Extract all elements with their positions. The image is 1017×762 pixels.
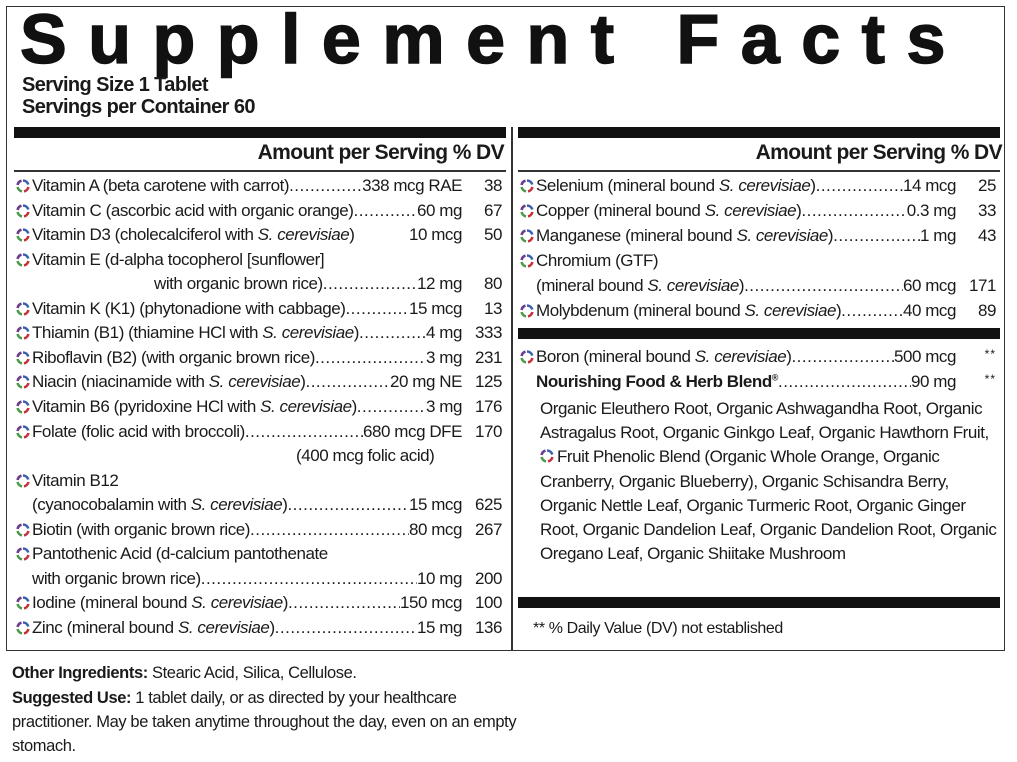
nutrient-name-part: )	[282, 495, 288, 515]
nutrient-name-part: S. cerevisiae	[744, 301, 836, 320]
amount: 1 mg	[920, 226, 956, 245]
nutrient-name-part: )	[349, 225, 355, 245]
nutrient-name-part: S. cerevisiae	[191, 593, 283, 613]
nutrient-name-part: )	[796, 201, 802, 220]
nutrient-name-part: ®	[771, 371, 778, 382]
dot-leader	[791, 347, 893, 367]
nutrient-name-part: S. cerevisiae	[718, 176, 811, 195]
dot-leader	[275, 618, 417, 638]
column-divider	[511, 127, 513, 650]
dot-leader	[323, 274, 417, 294]
daily-value-footnote: ** % Daily Value (DV) not established	[533, 620, 783, 637]
suggested-use-text: 1 tablet daily, or as directed by your healthcare practitioner. May be taken anytime throughout the day, even on an empty stomach.	[12, 689, 517, 755]
nutrient-row	[520, 174, 996, 198]
dot-leader	[778, 372, 911, 392]
nutrient-bullet-icon	[16, 179, 30, 193]
nutrient-bullet-icon	[520, 304, 534, 318]
nutrient-name-part: (cyanocobalamin with	[32, 495, 191, 515]
nutrient-row	[16, 493, 502, 517]
amount: 15 mg	[417, 617, 462, 637]
daily-value: **	[984, 371, 996, 386]
nutrient-name	[32, 176, 289, 196]
nutrient-name-part: Molybdenum (mineral bound	[536, 301, 745, 320]
nutrient-bullet-icon	[16, 326, 30, 340]
left-column-header: Amount per Serving % DV	[257, 141, 504, 164]
divider-line	[518, 170, 1000, 172]
amount: 80 mcg	[408, 519, 462, 539]
amount: 0.3 mg	[906, 201, 956, 220]
nutrient-row	[16, 174, 502, 198]
nutrient-name-part: S. cerevisiae	[694, 347, 787, 366]
nutrient-name-part: Vitamin B6 (pyridoxine HCl with	[32, 396, 261, 416]
nutrient-row	[16, 567, 502, 591]
nutrient-name	[32, 323, 359, 343]
nutrient-name	[154, 274, 323, 294]
dot-leader	[250, 520, 409, 540]
nutrient-name	[32, 225, 354, 245]
blend-text: Fruit Phenolic Blend (Organic Whole Orange, Organic Cranberry, Organic Blueberry), Organic Schisandra Berry, Organic Nettle Leaf, Organic Turmeric Root, Organic Ginger Root, Organic Dandelion Leaf, Organic Dandelion Root, Organic Oregano Leaf, Organic Shiitake Mushroom	[540, 447, 997, 564]
nutrient-bullet-icon	[16, 253, 30, 267]
dot-leader	[833, 226, 920, 246]
amount: 3 mg	[426, 347, 462, 367]
nutrient-bullet-icon	[520, 350, 534, 364]
nutrient-name-part: Thiamin (B1) (thiamine HCl with	[32, 323, 263, 343]
divider-bar	[518, 597, 1000, 608]
dot-leader	[288, 593, 400, 613]
nutrient-name-part: Vitamin K (K1) (phytonadione with cabbage)	[32, 298, 346, 318]
nutrient-row	[16, 444, 502, 468]
amount: 500 mcg	[893, 347, 956, 366]
nutrient-bullet-icon	[16, 425, 30, 439]
nutrient-name-part: Manganese (mineral bound	[536, 226, 737, 245]
nutrient-row	[16, 321, 502, 345]
dot-leader	[359, 323, 426, 343]
nutrient-bullet-icon	[16, 474, 30, 488]
nutrient-name-part: S. cerevisiae	[260, 396, 352, 416]
nutrient-name-part: S. cerevisiae	[177, 617, 270, 637]
nutrient-bullet-icon	[16, 351, 30, 365]
nutrient-name	[32, 520, 250, 540]
nutrient-name-part: Pantothenic Acid (d-calcium pantothenate	[32, 544, 328, 564]
nutrient-row	[16, 591, 502, 615]
nutrient-name	[536, 301, 841, 321]
nutrient-name-part: )	[300, 372, 306, 392]
daily-value: 80	[483, 274, 502, 294]
nutrient-name-part: S. cerevisiae	[736, 226, 828, 245]
nutrient-name-part: )	[810, 176, 816, 195]
dot-leader	[287, 495, 409, 515]
nutrient-bullet-icon	[16, 621, 30, 635]
nutrient-row	[16, 248, 502, 272]
amount: 12 mg	[417, 274, 462, 294]
amount: 15 mcg	[408, 495, 462, 515]
nutrient-name-part: Chromium (GTF)	[536, 251, 659, 270]
daily-value: **	[984, 347, 996, 361]
nutrient-row	[520, 345, 996, 369]
divider-line	[14, 170, 506, 172]
nutrient-row	[16, 469, 502, 493]
nutrient-bullet-icon	[520, 204, 534, 218]
blend-text: Organic Eleuthero Root, Organic Ashwagandha Root, Organic Astragalus Root, Organic Ginkgo Leaf, Organic Hawthorn Fruit,	[540, 399, 989, 443]
nutrient-name-part: Vitamin D3 (cholecalciferol with	[32, 225, 258, 245]
nutrient-row	[16, 297, 502, 321]
dot-leader	[801, 201, 906, 221]
daily-value: 170	[474, 421, 502, 441]
amount: 4 mg	[426, 323, 462, 343]
nutrient-name-part: (400 mcg folic acid)	[296, 446, 435, 466]
nutrient-name-part: )	[827, 226, 834, 245]
nutrient-name	[296, 446, 434, 466]
nutrient-name	[32, 593, 288, 613]
nutrient-name	[32, 544, 328, 564]
nutrient-name	[32, 299, 345, 319]
dot-leader	[289, 176, 362, 196]
serving-size: Serving Size 1 Tablet	[22, 74, 208, 96]
nutrient-name-part: Vitamin E (d-alpha tocopherol [sunflower]	[32, 249, 325, 269]
nutrient-name	[32, 397, 357, 417]
other-ingredients	[12, 661, 532, 685]
amount: 10 mcg	[408, 225, 462, 245]
nutrient-name-part: S. cerevisiae	[257, 225, 350, 245]
amount: 20 mg NE	[390, 372, 462, 392]
nutrient-bullet-icon	[16, 596, 30, 610]
nutrient-name-part: Vitamin C (ascorbic acid with organic orange)	[32, 200, 354, 220]
amount: 3 mg	[426, 396, 462, 416]
daily-value: 50	[483, 225, 502, 245]
suggested-use	[12, 686, 532, 758]
nutrient-bullet-icon	[520, 229, 534, 243]
nutrient-name-part: Nourishing Food & Herb Blend	[536, 371, 772, 391]
dot-leader	[315, 348, 426, 368]
amount: 14 mcg	[902, 176, 956, 195]
daily-value: 231	[474, 347, 502, 367]
daily-value: 200	[474, 568, 502, 588]
dot-leader	[353, 201, 417, 221]
nutrient-name-part: S. cerevisiae	[704, 201, 797, 220]
nutrient-bullet-icon	[540, 449, 554, 463]
amount: 40 mcg	[902, 301, 956, 320]
nutrient-name-part: Vitamin A (beta carotene with carrot)	[32, 176, 290, 195]
nutrient-name-part: Iodine (mineral bound	[32, 593, 192, 613]
daily-value: 43	[977, 226, 996, 245]
dot-leader	[245, 422, 363, 442]
nutrient-name-part: )	[835, 301, 842, 320]
daily-value: 33	[977, 201, 996, 220]
nutrient-row	[16, 420, 502, 444]
nutrient-bullet-icon	[16, 228, 30, 242]
nutrient-name	[32, 372, 305, 392]
nutrient-name	[536, 347, 791, 367]
dot-leader	[305, 372, 390, 392]
nutrient-row	[16, 272, 502, 296]
daily-value: 89	[977, 301, 996, 320]
nutrient-name-part: S. cerevisiae	[647, 276, 739, 295]
dot-leader	[841, 301, 903, 321]
divider-bar	[518, 127, 1000, 138]
nutrient-name-part: S. cerevisiae	[208, 372, 301, 392]
nutrient-name-part: Folate (folic acid with broccoli)	[32, 421, 245, 441]
daily-value: 176	[474, 396, 502, 416]
nutrient-row	[520, 224, 996, 248]
nutrient-row	[16, 542, 502, 566]
amount: 680 mcg DFE	[363, 421, 462, 441]
nutrient-bullet-icon	[16, 400, 30, 414]
daily-value: 100	[474, 593, 502, 613]
amount: 150 mcg	[399, 593, 462, 613]
nutrient-bullet-icon	[520, 254, 534, 268]
nutrient-name	[536, 201, 801, 221]
nutrient-name-part: )	[738, 276, 745, 295]
divider-bar	[14, 127, 506, 138]
nutrient-name	[32, 495, 287, 515]
nutrient-row	[16, 518, 502, 542]
nutrient-name-part: )	[269, 617, 275, 637]
other-ingredients-label: Other Ingredients:	[12, 664, 148, 682]
nutrient-name-part: )	[353, 323, 359, 343]
nutrient-name-part: S. cerevisiae	[190, 495, 283, 515]
nutrient-name-part: Vitamin B12	[32, 470, 119, 490]
nutrient-bullet-icon	[520, 179, 534, 193]
nutrient-row	[520, 249, 996, 273]
dot-leader	[201, 569, 417, 589]
nutrient-name	[536, 226, 833, 246]
suggested-use-label: Suggested Use:	[12, 689, 132, 707]
divider-bar	[518, 328, 1000, 339]
nutrient-row	[16, 395, 502, 419]
nutrient-row	[16, 616, 502, 640]
nutrient-bullet-icon	[16, 302, 30, 316]
nutrient-name	[32, 569, 201, 589]
amount: 15 mcg	[408, 298, 462, 318]
nutrient-row	[16, 223, 502, 247]
nutrient-name	[32, 250, 324, 270]
nutrient-row	[520, 274, 996, 298]
nutrient-row	[16, 199, 502, 223]
amount: 60 mg	[417, 200, 462, 220]
nutrient-name-part: Copper (mineral bound	[536, 201, 705, 220]
daily-value: 136	[474, 617, 502, 637]
amount: 90 mg	[911, 371, 956, 391]
dot-leader	[357, 397, 426, 417]
amount: 60 mcg	[902, 276, 956, 295]
nutrient-name-part: Riboflavin (B2) (with organic brown rice)	[32, 347, 315, 367]
nutrient-row	[16, 346, 502, 370]
right-column-header: Amount per Serving % DV	[755, 141, 1002, 164]
nutrient-row	[520, 370, 996, 394]
nutrient-name-part: with organic brown rice)	[32, 568, 201, 588]
other-ingredients-text: Stearic Acid, Silica, Cellulose.	[147, 664, 357, 682]
nutrient-row	[16, 370, 502, 394]
nutrient-name	[536, 276, 744, 296]
amount: 10 mg	[417, 568, 462, 588]
dot-leader	[816, 176, 903, 196]
nutrient-bullet-icon	[16, 204, 30, 218]
nutrient-name-part: )	[282, 593, 288, 613]
nutrient-name	[32, 348, 315, 368]
daily-value: 171	[968, 276, 996, 295]
herb-blend-ingredients	[540, 397, 1000, 566]
daily-value: 25	[977, 176, 996, 195]
dot-leader	[345, 299, 409, 319]
daily-value: 333	[474, 323, 502, 343]
nutrient-name-part: S. cerevisiae	[262, 323, 354, 343]
nutrient-name	[536, 372, 778, 392]
daily-value: 67	[483, 200, 502, 220]
nutrient-name	[32, 618, 275, 638]
nutrient-name-part: )	[786, 347, 792, 366]
nutrient-name-part: Selenium (mineral bound	[536, 176, 719, 195]
daily-value: 125	[474, 372, 502, 392]
servings-per-container: Servings per Container 60	[22, 96, 255, 118]
nutrient-name	[536, 251, 658, 271]
nutrient-bullet-icon	[16, 375, 30, 389]
panel-title: Supplement Facts	[20, 0, 967, 78]
nutrient-row	[520, 299, 996, 323]
nutrient-name-part: (mineral bound	[536, 276, 648, 295]
nutrient-name-part: Zinc (mineral bound	[32, 617, 178, 637]
daily-value: 625	[474, 495, 502, 515]
dot-leader	[744, 276, 903, 296]
nutrient-bullet-icon	[16, 547, 30, 561]
nutrient-name-part: Biotin (with organic brown rice)	[32, 519, 251, 539]
nutrient-name-part: Niacin (niacinamide with	[32, 372, 209, 392]
daily-value: 267	[474, 519, 502, 539]
daily-value: 13	[483, 298, 502, 318]
daily-value: 38	[483, 176, 502, 195]
nutrient-row	[520, 199, 996, 223]
nutrient-bullet-icon	[16, 523, 30, 537]
nutrient-name-part: with organic brown rice)	[154, 274, 323, 294]
nutrient-name	[32, 201, 353, 221]
nutrient-name-part: Boron (mineral bound	[536, 347, 695, 366]
nutrient-name	[536, 176, 816, 196]
amount: 338 mcg RAE	[362, 176, 462, 195]
nutrient-name-part: )	[351, 396, 357, 416]
nutrient-name	[32, 471, 118, 491]
nutrient-name	[32, 422, 245, 442]
